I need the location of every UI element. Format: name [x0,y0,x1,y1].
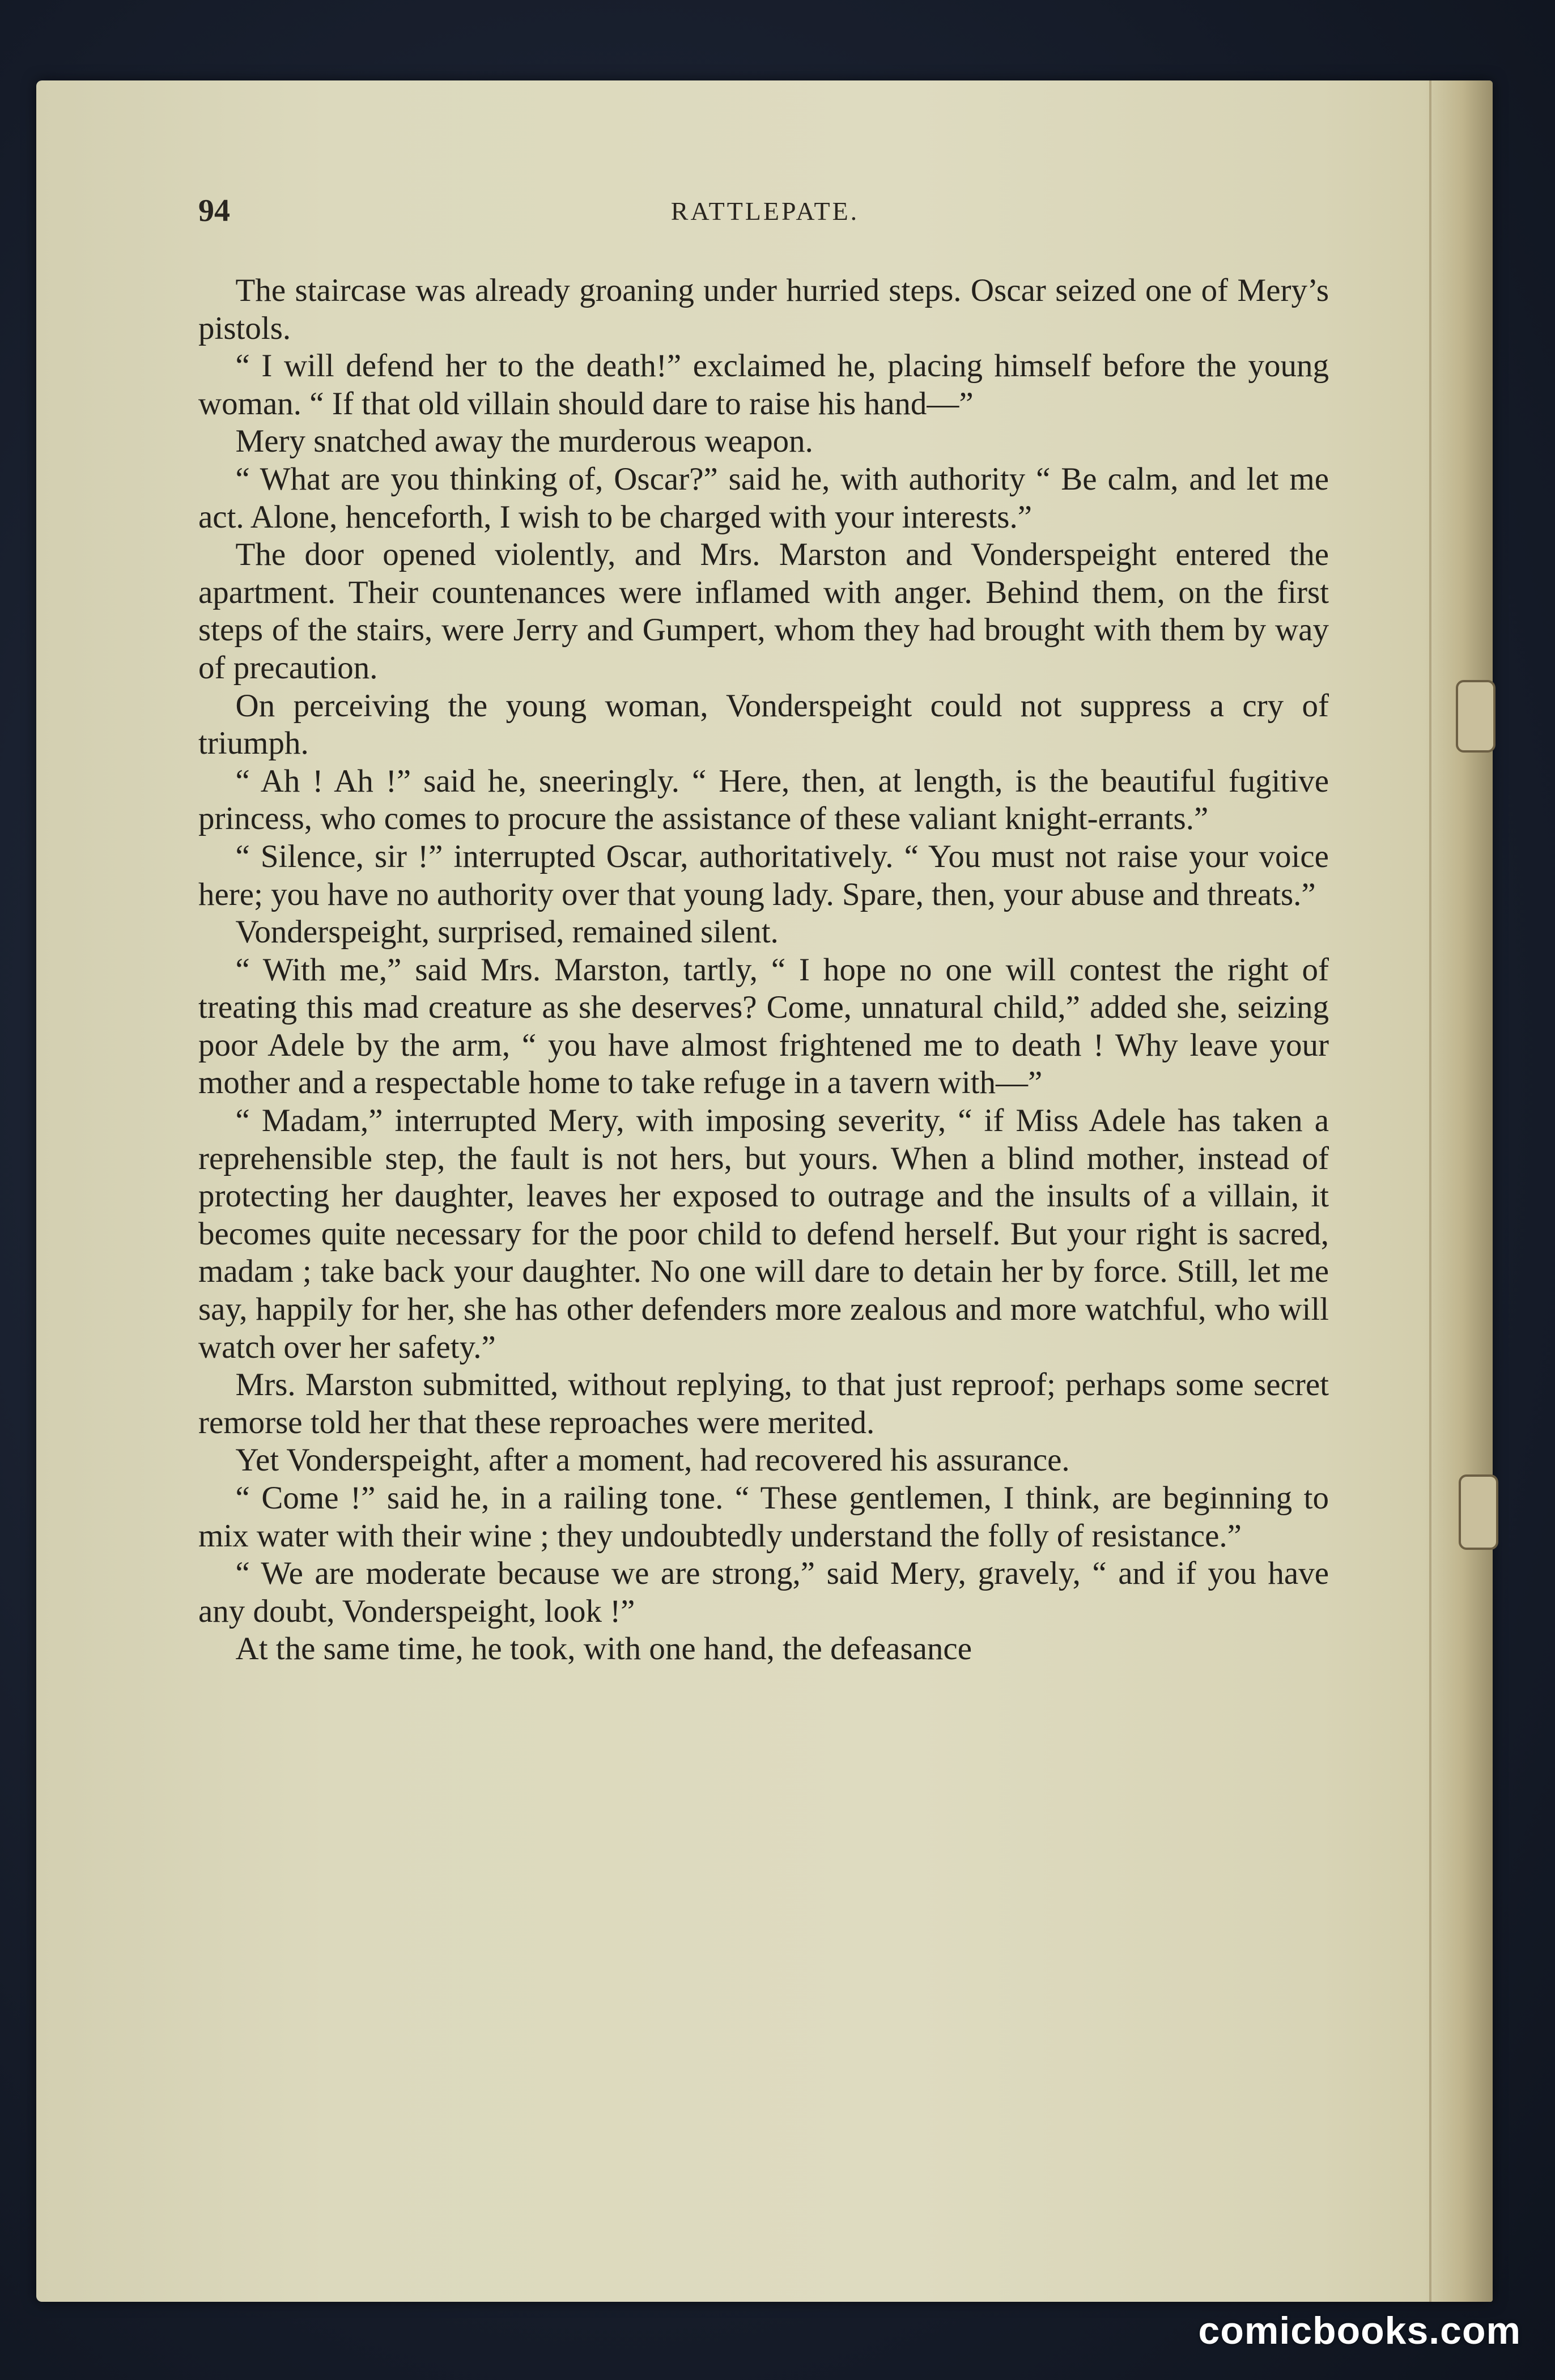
page-header [198,193,1332,232]
paragraph: Yet Vonderspeight, after a moment, had recovered his assurance. [235,1442,1070,1478]
paragraph: Mery snatched away the murderous weapon. [235,423,813,460]
page-number: 94 [198,193,230,228]
running-head: RATTLEPATE. [670,197,860,226]
watermark: comicbooks.com [1198,2309,1521,2352]
binding-thread-upper [1456,680,1495,753]
paragraph: At the same time, he took, with one hand, the defeasance [235,1631,972,1667]
paragraph: “ With me,” said Mrs. Marston, tartly, “ I hope no one will contest the right of treating this mad creature as she deserves? Come, unnatural child,” added she, seizing poor Adele by the arm, “ you have almost frightened me to death ! Why leave your mother and a respectable home to take refuge in a tavern with—” [198,951,1329,1101]
paragraph: The staircase was already groaning under hurried steps. Oscar seized one of Mery’s pistols. [198,273,1329,346]
paragraph: “ Ah ! Ah !” said he, sneeringly. “ Here, then, at length, is the beautiful fugitive princess, who comes to procure the assistance of these valiant knight-errants.” [198,763,1329,837]
body-text [198,272,1329,1668]
paragraph: “ Madam,” interrupted Mery, with imposing severity, “ if Miss Adele has taken a reprehensible step, the fault is not hers, but yours. When a blind mother, instead of protecting her daughter, leaves her exposed to outrage and the insults of a villain, it becomes quite necessary for the poor child to defend herself. But your right is sacred, madam ; take back your daughter. No one will dare to detain her by force. Still, let me say, happily for her, she has other defenders more zealous and more watchful, who will watch over her safety.” [198,1103,1329,1365]
paragraph: The door opened violently, and Mrs. Marston and Vonderspeight entered the apartment. Their countenances were inflamed with anger. Behind them, on the first steps of the stairs, were Jerry and Gumpert, whom they had brought with them by way of precaution. [198,537,1329,686]
page-edge-shading [1425,80,1493,2302]
binding-thread-lower [1459,1474,1498,1550]
paragraph: “ What are you thinking of, Oscar?” said he, with authority “ Be calm, and let me act. Alone, henceforth, I wish to be charged with your interests.” [198,461,1329,535]
paragraph: “ Silence, sir !” interrupted Oscar, authoritatively. “ You must not raise your voice here; you have no authority over that young lady. Spare, then, your abuse and threats.” [198,838,1329,912]
paragraph: “ Come !” said he, in a railing tone. “ These gentlemen, I think, are beginning to mix water with their wine ; they undoubtedly understand the folly of resistance.” [198,1480,1329,1554]
paragraph: “ We are moderate because we are strong,” said Mery, gravely, “ and if you have any doubt, Vonderspeight, look !” [198,1556,1329,1629]
paragraph: On perceiving the young woman, Vonderspeight could not suppress a cry of triumph. [198,687,1329,762]
paragraph: Vonderspeight, surprised, remained silent. [235,914,779,950]
paragraph: “ I will defend her to the death!” exclaimed he, placing himself before the young woman. “ If that old villain should dare to raise his hand—” [198,348,1329,422]
paragraph: Mrs. Marston submitted, without replying, to that just reproof; perhaps some secret remorse told her that these reproaches were merited. [198,1367,1329,1440]
